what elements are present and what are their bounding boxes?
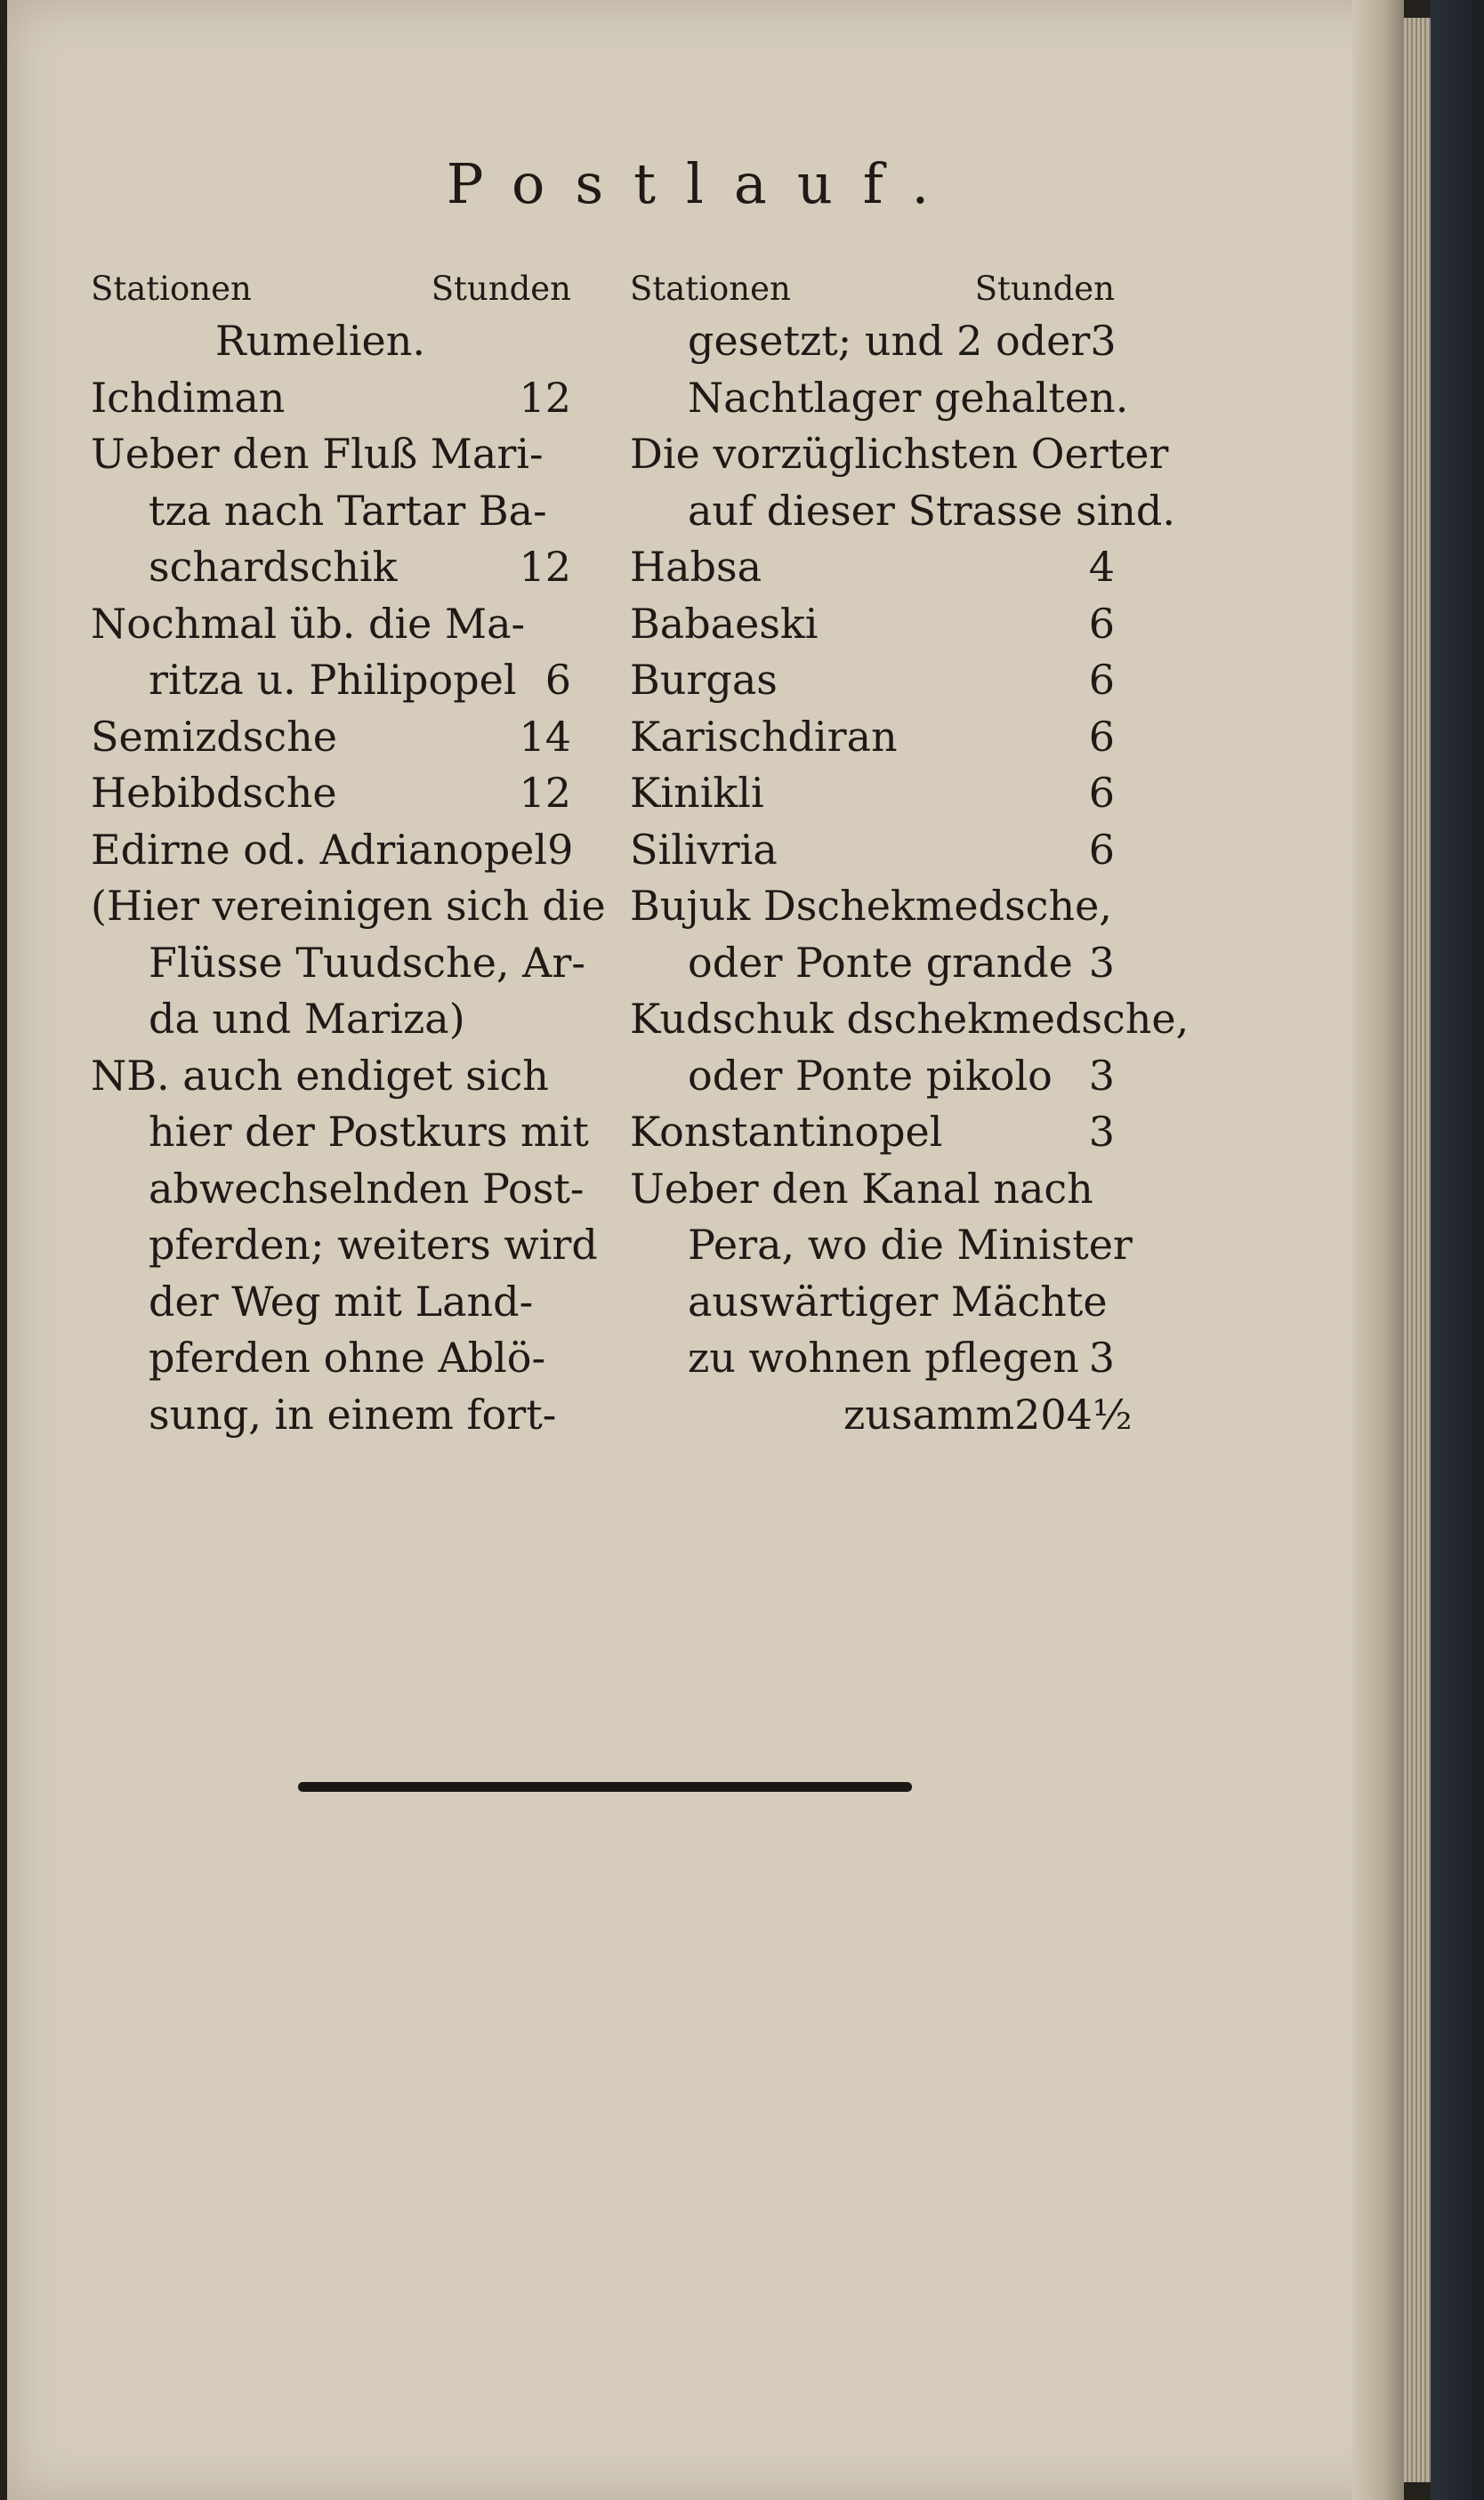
- list-item: sung, in einem fort-: [149, 1390, 557, 1439]
- book-cover-edge: [1431, 0, 1484, 2500]
- list-item: Ueber den Kanal nach: [630, 1164, 1093, 1213]
- page-gutter: [1352, 0, 1404, 2500]
- list-item: (Hier vereinigen sich die: [91, 882, 606, 930]
- column-header: [630, 267, 1115, 311]
- list-item: Die vorzüglichsten Oerter: [630, 430, 1169, 478]
- list-item: auf dieser Strasse sind.: [688, 486, 1176, 535]
- list-item: auswärtiger Mächte: [688, 1277, 1108, 1326]
- left-column: [91, 267, 606, 1443]
- list-item: pferden ohne Ablö-: [149, 1334, 546, 1382]
- list-item: Kudschuk dschekmedsche,: [630, 995, 1190, 1043]
- list-item: Nachtlager gehalten.: [688, 373, 1129, 422]
- list-item: Habsa 4: [630, 543, 1115, 591]
- right-column: [630, 267, 1190, 1443]
- list-item: Pera, wo die Minister: [688, 1221, 1133, 1269]
- hours-header: Stunden: [974, 270, 1115, 308]
- list-item: Flüsse Tuudsche, Ar-: [149, 938, 585, 987]
- list-item: Babaeski 6: [630, 599, 1115, 648]
- list-item: zu wohnen pflegen 3: [688, 1334, 1115, 1382]
- list-item: zusamm 204½: [843, 1390, 1133, 1439]
- list-item: Ichdiman 12: [91, 373, 571, 422]
- list-item: gesetzt; und 2 oder 3: [688, 317, 1117, 365]
- stations-header: Stationen: [91, 270, 252, 308]
- list-item: Rumelien.: [215, 317, 425, 365]
- hours-header: Stunden: [431, 270, 571, 308]
- list-item: Hebibdsche 12: [91, 769, 571, 817]
- list-item: schardschik 12: [149, 543, 571, 591]
- stations-header: Stationen: [630, 270, 791, 308]
- list-item: hier der Postkurs mit: [149, 1108, 589, 1156]
- list-item: Semizdsche 14: [91, 712, 571, 761]
- list-item: Silivria 6: [630, 825, 1115, 874]
- list-item: pferden; weiters wird: [149, 1221, 598, 1269]
- column-header: [91, 267, 571, 311]
- list-item: Karischdiran 6: [630, 712, 1115, 761]
- list-item: Kinikli 6: [630, 769, 1115, 817]
- list-item: da und Mariza): [149, 995, 465, 1043]
- list-item: oder Ponte pikolo 3: [688, 1051, 1115, 1100]
- list-item: ritza u. Philipopel 6: [149, 656, 571, 704]
- section-divider-rule: [298, 1782, 912, 1792]
- list-item: NB. auch endiget sich: [91, 1051, 549, 1100]
- list-item: Nochmal üb. die Ma-: [91, 599, 526, 648]
- list-item: Bujuk Dschekmedsche,: [630, 882, 1112, 930]
- list-item: oder Ponte grande 3: [688, 938, 1115, 987]
- list-item: der Weg mit Land-: [149, 1277, 534, 1326]
- list-item: Burgas 6: [630, 656, 1115, 704]
- list-item: Edirne od. Adrianopel 9: [91, 825, 574, 874]
- list-item: Konstantinopel 3: [630, 1108, 1115, 1156]
- page-edges: [1404, 18, 1431, 2482]
- list-item: abwechselnden Post-: [149, 1164, 585, 1213]
- list-item: tza nach Tartar Ba-: [149, 486, 547, 535]
- list-item: Ueber den Fluß Mari-: [91, 430, 544, 478]
- page-title: Postlauf.: [446, 151, 960, 216]
